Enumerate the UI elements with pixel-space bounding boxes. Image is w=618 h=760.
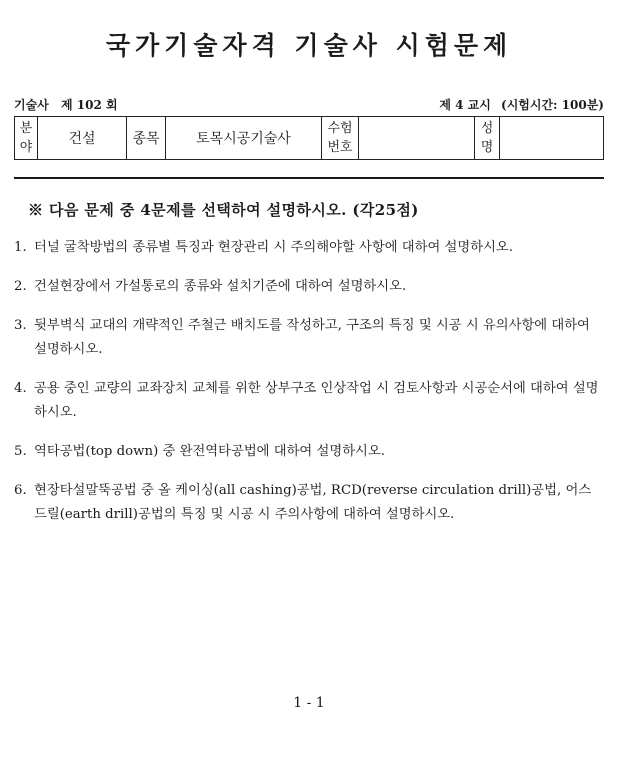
question-item	[14, 236, 606, 260]
question-number: 1.	[14, 240, 27, 255]
question-list	[14, 236, 606, 542]
question-text: 터널 굴착방법의 종류별 특징과 현장관리 시 주의해야할 사항에 대하여 설명하시오.	[34, 240, 513, 255]
question-item	[14, 440, 606, 464]
name-value	[500, 117, 604, 160]
exam-session: 제 4 교시	[439, 98, 491, 112]
exam-category: 기술사	[14, 98, 49, 112]
name-label-top: 성	[480, 121, 494, 136]
question-number: 5.	[14, 444, 27, 459]
question-number: 2.	[14, 279, 27, 294]
instruction-text: ※ 다음 문제 중 4문제를 선택하여 설명하시오. (각25점)	[28, 201, 419, 219]
exam-no-label-bottom: 번호	[327, 140, 353, 155]
type-label: 종목	[127, 117, 166, 160]
exam-title: 국가기술자격 기술사 시험문제	[105, 31, 513, 60]
field-label-bottom: 야	[19, 140, 33, 155]
field-label-top: 분	[19, 121, 33, 136]
question-item	[14, 377, 606, 425]
question-text: 공용 중인 교량의 교좌장치 교체를 위한 상부구조 인상작업 시 검토사항과 시공순서에 대하여 설명하시오.	[34, 381, 599, 420]
exam-no-value	[359, 117, 475, 160]
name-label-bottom: 명	[480, 140, 494, 155]
exam-no-label-cell	[322, 117, 359, 160]
question-text: 역타공법(top down) 중 완전역타공법에 대하여 설명하시오.	[34, 444, 385, 459]
field-label-cell	[15, 117, 38, 160]
question-item	[14, 314, 606, 362]
type-value: 토목시공기술사	[166, 117, 322, 160]
exam-no-label-top: 수험	[327, 121, 353, 136]
exam-meta-right	[433, 96, 604, 113]
question-text: 현장타설말뚝공법 중 올 케이싱(all cashing)공법, RCD(reverse circulation drill)공법, 어스 드릴(earth drill)공법의 특징 및 시공 시 주의사항에 대하여 설명하시오.	[34, 483, 592, 522]
exam-meta-left	[14, 96, 126, 113]
question-number: 4.	[14, 381, 27, 396]
name-label-cell	[475, 117, 500, 160]
field-value: 건설	[38, 117, 127, 160]
question-number: 6.	[14, 483, 27, 498]
question-item	[14, 275, 606, 299]
exam-time: (시험시간: 100분)	[501, 98, 604, 112]
question-text: 건설현장에서 가설통로의 종류와 설치기준에 대하여 설명하시오.	[34, 279, 407, 294]
question-number: 3.	[14, 318, 27, 333]
exam-info-table	[14, 116, 604, 160]
exam-meta-row	[14, 96, 604, 114]
question-text: 뒷부벽식 교대의 개략적인 주철근 배치도를 작성하고, 구조의 특징 및 시공 시 유의사항에 대하여 설명하시오.	[34, 318, 590, 357]
question-item	[14, 479, 606, 527]
exam-round: 제 102 회	[60, 98, 118, 112]
page-number: 1 - 1	[293, 695, 325, 711]
header-divider	[14, 177, 604, 179]
